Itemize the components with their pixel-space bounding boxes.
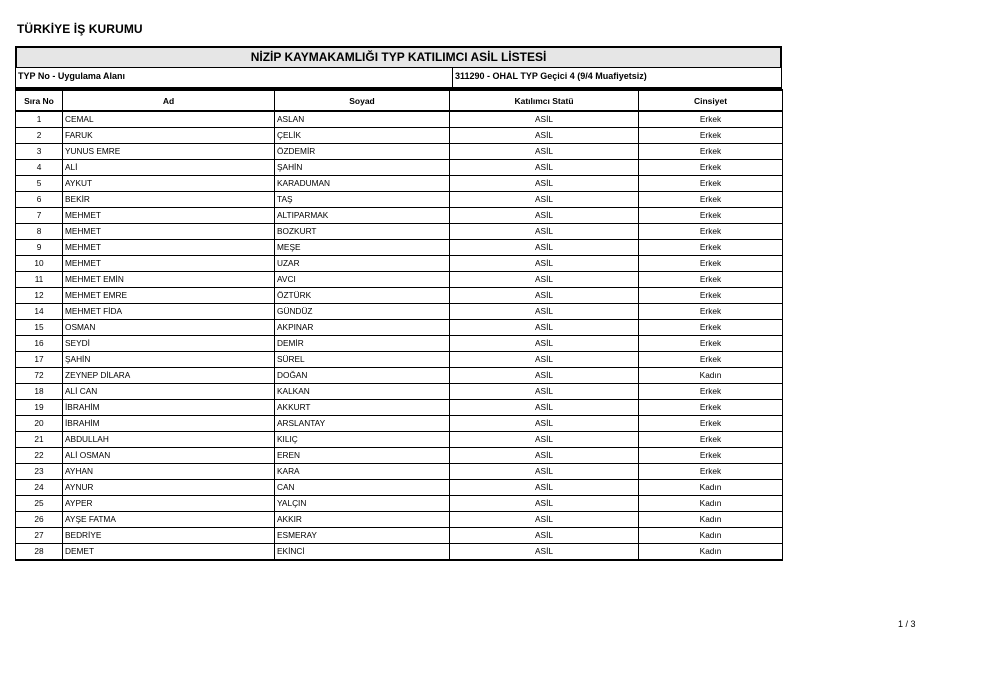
table-row	[16, 144, 783, 160]
cell-katilimci-statu: ASİL	[450, 240, 639, 256]
cell-katilimci-statu: ASİL	[450, 192, 639, 208]
cell-sira-no: 21	[16, 432, 63, 448]
table-row	[16, 272, 783, 288]
organization-title: TÜRKİYE İŞ KURUMU	[17, 22, 143, 36]
cell-ad: ALİ	[63, 160, 275, 176]
typ-info-label: TYP No - Uygulama Alanı	[16, 68, 453, 87]
cell-sira-no: 2	[16, 128, 63, 144]
table-row	[16, 256, 783, 272]
cell-katilimci-statu: ASİL	[450, 528, 639, 544]
table-row	[16, 240, 783, 256]
table-row	[16, 288, 783, 304]
table-row	[16, 400, 783, 416]
cell-ad: BEKİR	[63, 192, 275, 208]
cell-katilimci-statu: ASİL	[450, 288, 639, 304]
cell-ad: BEDRİYE	[63, 528, 275, 544]
cell-soyad: TAŞ	[275, 192, 450, 208]
column-header-ad: Ad	[63, 90, 275, 111]
cell-sira-no: 14	[16, 304, 63, 320]
cell-katilimci-statu: ASİL	[450, 352, 639, 368]
cell-ad: MEHMET FİDA	[63, 304, 275, 320]
cell-ad: AYŞE FATMA	[63, 512, 275, 528]
cell-soyad: AKKIR	[275, 512, 450, 528]
table-row	[16, 528, 783, 544]
cell-ad: OSMAN	[63, 320, 275, 336]
cell-cinsiyet: Erkek	[639, 128, 783, 144]
cell-cinsiyet: Erkek	[639, 144, 783, 160]
cell-sira-no: 11	[16, 272, 63, 288]
cell-soyad: DEMİR	[275, 336, 450, 352]
cell-katilimci-statu: ASİL	[450, 512, 639, 528]
cell-cinsiyet: Erkek	[639, 111, 783, 128]
cell-sira-no: 27	[16, 528, 63, 544]
cell-sira-no: 3	[16, 144, 63, 160]
table-row	[16, 208, 783, 224]
cell-cinsiyet: Erkek	[639, 432, 783, 448]
cell-sira-no: 20	[16, 416, 63, 432]
cell-katilimci-statu: ASİL	[450, 160, 639, 176]
table-row	[16, 384, 783, 400]
cell-cinsiyet: Kadın	[639, 480, 783, 496]
cell-ad: MEHMET	[63, 208, 275, 224]
table-row	[16, 128, 783, 144]
cell-cinsiyet: Erkek	[639, 288, 783, 304]
cell-katilimci-statu: ASİL	[450, 480, 639, 496]
cell-katilimci-statu: ASİL	[450, 384, 639, 400]
cell-soyad: EREN	[275, 448, 450, 464]
cell-sira-no: 4	[16, 160, 63, 176]
cell-soyad: UZAR	[275, 256, 450, 272]
cell-katilimci-statu: ASİL	[450, 336, 639, 352]
column-header-soyad: Soyad	[275, 90, 450, 111]
cell-soyad: AVCI	[275, 272, 450, 288]
column-header-sira-no: Sıra No	[16, 90, 63, 111]
table-row	[16, 512, 783, 528]
cell-katilimci-statu: ASİL	[450, 416, 639, 432]
cell-soyad: YALÇIN	[275, 496, 450, 512]
cell-cinsiyet: Erkek	[639, 224, 783, 240]
cell-sira-no: 26	[16, 512, 63, 528]
cell-soyad: KILIÇ	[275, 432, 450, 448]
cell-sira-no: 72	[16, 368, 63, 384]
cell-katilimci-statu: ASİL	[450, 544, 639, 561]
cell-sira-no: 12	[16, 288, 63, 304]
table-row	[16, 160, 783, 176]
cell-katilimci-statu: ASİL	[450, 304, 639, 320]
table-row	[16, 448, 783, 464]
cell-soyad: MEŞE	[275, 240, 450, 256]
cell-cinsiyet: Erkek	[639, 176, 783, 192]
cell-ad: MEHMET EMİN	[63, 272, 275, 288]
cell-cinsiyet: Erkek	[639, 160, 783, 176]
typ-info-row	[15, 68, 782, 89]
cell-sira-no: 25	[16, 496, 63, 512]
cell-katilimci-statu: ASİL	[450, 256, 639, 272]
cell-sira-no: 28	[16, 544, 63, 561]
cell-ad: ALİ CAN	[63, 384, 275, 400]
cell-katilimci-statu: ASİL	[450, 176, 639, 192]
table-row	[16, 432, 783, 448]
cell-cinsiyet: Kadın	[639, 528, 783, 544]
typ-info-value: 311290 - OHAL TYP Geçici 4 (9/4 Muafiyetsiz)	[455, 71, 647, 81]
cell-katilimci-statu: ASİL	[450, 208, 639, 224]
table-row	[16, 192, 783, 208]
cell-sira-no: 23	[16, 464, 63, 480]
cell-ad: İBRAHİM	[63, 400, 275, 416]
cell-ad: YUNUS EMRE	[63, 144, 275, 160]
table-row	[16, 464, 783, 480]
cell-soyad: ÖZTÜRK	[275, 288, 450, 304]
cell-soyad: EKİNCİ	[275, 544, 450, 561]
participant-list-sheet	[15, 46, 782, 561]
cell-ad: İBRAHİM	[63, 416, 275, 432]
cell-katilimci-statu: ASİL	[450, 400, 639, 416]
cell-katilimci-statu: ASİL	[450, 320, 639, 336]
cell-sira-no: 10	[16, 256, 63, 272]
cell-katilimci-statu: ASİL	[450, 128, 639, 144]
table-row	[16, 320, 783, 336]
table-row	[16, 368, 783, 384]
cell-cinsiyet: Kadın	[639, 512, 783, 528]
table-row	[16, 336, 783, 352]
cell-ad: DEMET	[63, 544, 275, 561]
cell-ad: MEHMET	[63, 224, 275, 240]
cell-soyad: ESMERAY	[275, 528, 450, 544]
cell-sira-no: 5	[16, 176, 63, 192]
table-header-row	[16, 90, 783, 111]
table-row	[16, 416, 783, 432]
cell-soyad: ÇELİK	[275, 128, 450, 144]
cell-sira-no: 15	[16, 320, 63, 336]
cell-sira-no: 6	[16, 192, 63, 208]
cell-soyad: ÖZDEMİR	[275, 144, 450, 160]
cell-katilimci-statu: ASİL	[450, 224, 639, 240]
cell-ad: FARUK	[63, 128, 275, 144]
cell-cinsiyet: Erkek	[639, 336, 783, 352]
cell-ad: AYNUR	[63, 480, 275, 496]
cell-sira-no: 18	[16, 384, 63, 400]
cell-sira-no: 16	[16, 336, 63, 352]
cell-ad: ALİ OSMAN	[63, 448, 275, 464]
table-row	[16, 544, 783, 561]
cell-cinsiyet: Erkek	[639, 304, 783, 320]
cell-katilimci-statu: ASİL	[450, 496, 639, 512]
cell-cinsiyet: Erkek	[639, 272, 783, 288]
cell-cinsiyet: Erkek	[639, 400, 783, 416]
cell-soyad: KARADUMAN	[275, 176, 450, 192]
table-row	[16, 304, 783, 320]
cell-soyad: DOĞAN	[275, 368, 450, 384]
cell-soyad: SÜREL	[275, 352, 450, 368]
cell-ad: AYKUT	[63, 176, 275, 192]
cell-katilimci-statu: ASİL	[450, 144, 639, 160]
cell-katilimci-statu: ASİL	[450, 272, 639, 288]
table-body	[16, 111, 783, 560]
cell-ad: ZEYNEP DİLARA	[63, 368, 275, 384]
cell-cinsiyet: Kadın	[639, 496, 783, 512]
table-row	[16, 224, 783, 240]
cell-sira-no: 19	[16, 400, 63, 416]
cell-katilimci-statu: ASİL	[450, 464, 639, 480]
cell-ad: MEHMET EMRE	[63, 288, 275, 304]
cell-cinsiyet: Erkek	[639, 448, 783, 464]
cell-ad: ŞAHİN	[63, 352, 275, 368]
cell-cinsiyet: Erkek	[639, 240, 783, 256]
cell-sira-no: 17	[16, 352, 63, 368]
cell-soyad: CAN	[275, 480, 450, 496]
table-row	[16, 352, 783, 368]
column-header-cinsiyet: Cinsiyet	[639, 90, 783, 111]
cell-ad: SEYDİ	[63, 336, 275, 352]
table-row	[16, 111, 783, 128]
cell-sira-no: 1	[16, 111, 63, 128]
cell-sira-no: 9	[16, 240, 63, 256]
cell-cinsiyet: Erkek	[639, 208, 783, 224]
cell-ad: ABDULLAH	[63, 432, 275, 448]
page-number: 1 / 3	[898, 619, 916, 629]
cell-cinsiyet: Erkek	[639, 464, 783, 480]
cell-katilimci-statu: ASİL	[450, 111, 639, 128]
cell-soyad: ŞAHİN	[275, 160, 450, 176]
cell-soyad: ARSLANTAY	[275, 416, 450, 432]
cell-soyad: ASLAN	[275, 111, 450, 128]
cell-cinsiyet: Erkek	[639, 416, 783, 432]
cell-cinsiyet: Erkek	[639, 192, 783, 208]
table-row	[16, 480, 783, 496]
cell-cinsiyet: Erkek	[639, 352, 783, 368]
cell-cinsiyet: Kadın	[639, 544, 783, 561]
table-row	[16, 496, 783, 512]
cell-sira-no: 8	[16, 224, 63, 240]
cell-ad: AYPER	[63, 496, 275, 512]
cell-soyad: AKPINAR	[275, 320, 450, 336]
list-title: NİZİP KAYMAKAMLIĞI TYP KATILIMCI ASİL LİSTESİ	[15, 46, 782, 68]
cell-soyad: KARA	[275, 464, 450, 480]
cell-sira-no: 7	[16, 208, 63, 224]
cell-soyad: ALTIPARMAK	[275, 208, 450, 224]
cell-katilimci-statu: ASİL	[450, 432, 639, 448]
cell-ad: AYHAN	[63, 464, 275, 480]
cell-katilimci-statu: ASİL	[450, 448, 639, 464]
cell-soyad: KALKAN	[275, 384, 450, 400]
cell-soyad: BOZKURT	[275, 224, 450, 240]
cell-cinsiyet: Erkek	[639, 320, 783, 336]
cell-soyad: AKKURT	[275, 400, 450, 416]
cell-ad: CEMAL	[63, 111, 275, 128]
cell-soyad: GÜNDÜZ	[275, 304, 450, 320]
participant-table	[15, 89, 783, 561]
cell-cinsiyet: Kadın	[639, 368, 783, 384]
cell-sira-no: 24	[16, 480, 63, 496]
column-header-katilimci-statu: Katılımcı Statü	[450, 90, 639, 111]
table-row	[16, 176, 783, 192]
cell-sira-no: 22	[16, 448, 63, 464]
cell-cinsiyet: Erkek	[639, 256, 783, 272]
cell-ad: MEHMET	[63, 240, 275, 256]
cell-ad: MEHMET	[63, 256, 275, 272]
cell-katilimci-statu: ASİL	[450, 368, 639, 384]
cell-cinsiyet: Erkek	[639, 384, 783, 400]
